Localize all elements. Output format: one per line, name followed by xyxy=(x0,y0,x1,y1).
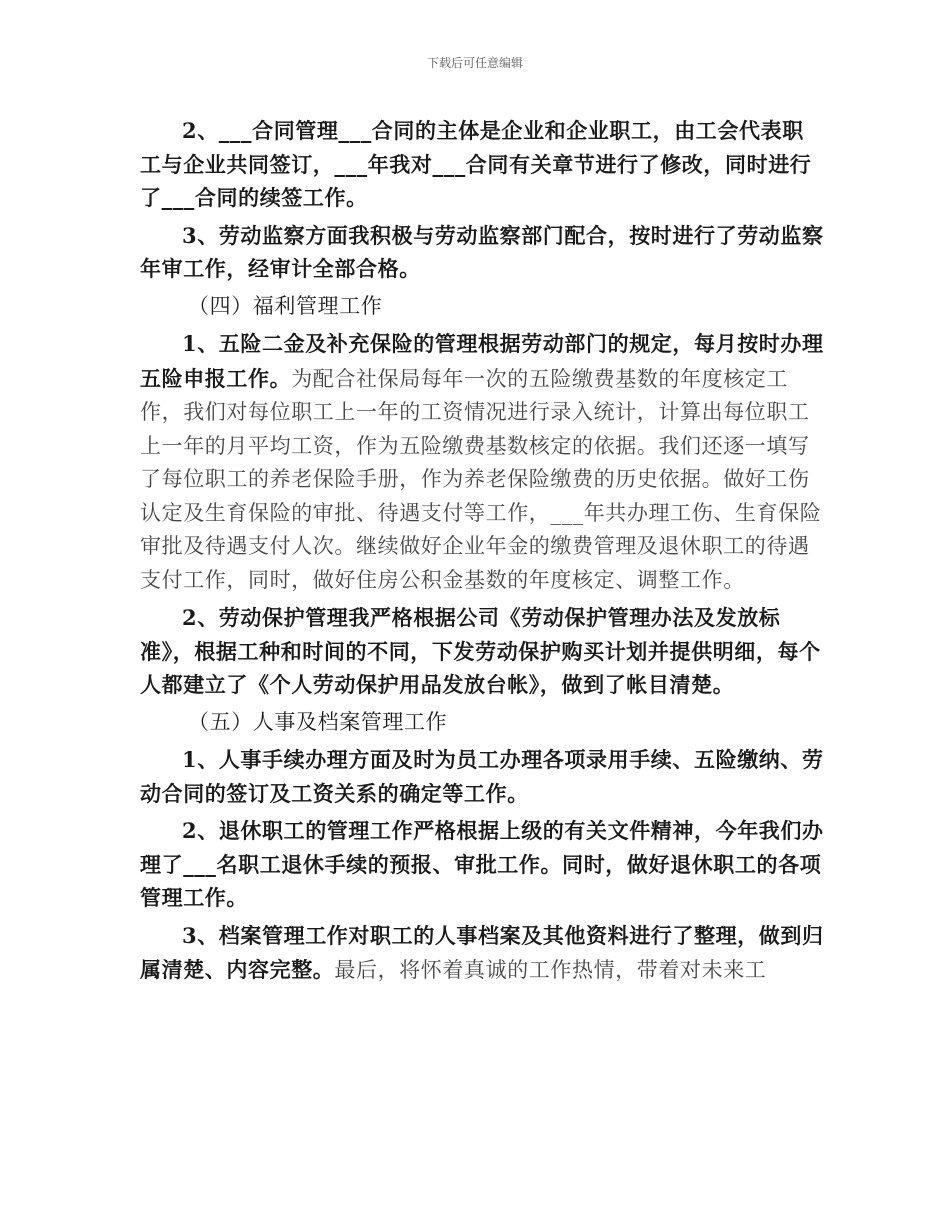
paragraph-archives xyxy=(140,919,824,988)
paragraph-insurance xyxy=(140,327,824,597)
paragraph-archives-body: 最后，将怀着真诚的工作热情，带着对未来工 xyxy=(334,958,767,982)
paragraph-archives-lead: 3、档案管理工作对职工的人事档案及其他资料进行了整理，做到归属清楚、内容完整。 xyxy=(140,922,824,982)
paragraph-insurance-body: 为配合社保局每年一次的五险缴费基数的年度核定工作，我们对每位职工上一年的工资情况进行录入统计，计算出每位职工上一年的月平均工资，作为五险缴费基数核定的依据。我们还逐一填写了每位职工的养老保险手册，作为养老保险缴费的历史依据。做好工伤认定及生育保险的审批、待遇支付等工作，___年共办理工伤、生育保险审批及待遇支付人次。继续做好企业年金的缴费管理及退休职工的待遇支付工作，同时，做好住房公积金基数的年度核定、调整工作。 xyxy=(140,366,822,592)
paragraph-labor-protection: 2、劳动保护管理我严格根据公司《劳动保护管理办法及发放标准》，根据工种和时间的不同，下发劳动保护购买计划并提供明细，每个人都建立了《个人劳动保护用品发放台帐》，做到了帐目清楚。 xyxy=(140,605,821,697)
section-heading-welfare: （四）福利管理工作 xyxy=(188,293,383,318)
paragraph-contract-management: 2、___合同管理___合同的主体是企业和企业职工，由工会代表职工与企业共同签订，___年我对___合同有关章节进行了修改，同时进行了___合同的续签工作。 xyxy=(140,118,812,210)
paragraph-personnel-procedures: 1、人事手续办理方面及时为员工办理各项录用手续、五险缴纳、劳动合同的签订及工资关系的确定等工作。 xyxy=(140,747,824,806)
section-heading-personnel: （五）人事及档案管理工作 xyxy=(188,709,448,734)
paragraph-retirement: 2、退休职工的管理工作严格根据上级的有关文件精神，今年我们办理了___名职工退休手续的预报、审批工作。同时，做好退休职工的各项管理工作。 xyxy=(140,818,824,910)
document-body xyxy=(140,114,824,992)
paragraph-insurance-lead: 1、五险二金及补充保险的管理根据劳动部门的规定，每月按时办理五险申报工作。 xyxy=(140,331,824,391)
paragraph-labor-supervision: 3、劳动监察方面我积极与劳动监察部门配合，按时进行了劳动监察年审工作，经审计全部合格。 xyxy=(140,222,824,281)
header-watermark: 下载后可任意编辑 xyxy=(426,56,523,70)
